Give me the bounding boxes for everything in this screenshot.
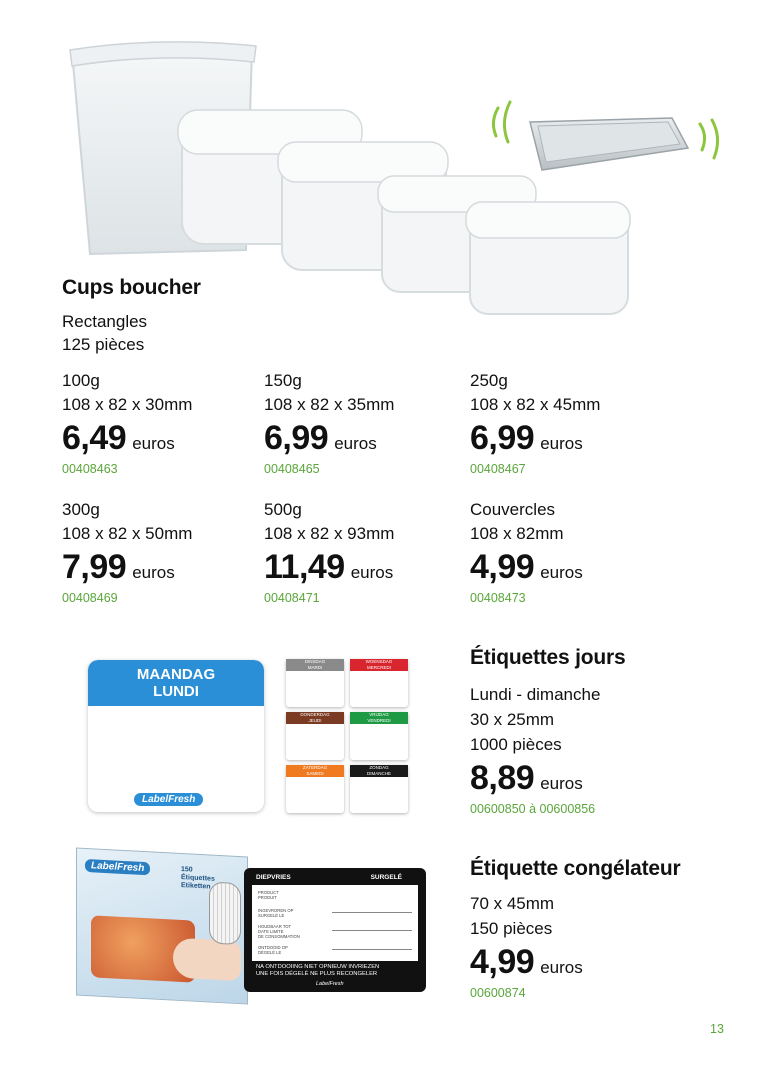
mini-label-nl: WOENSDAG xyxy=(365,659,393,664)
product-300g xyxy=(62,498,192,605)
product-code: 00408469 xyxy=(62,591,118,605)
mini-label-fr: MERCREDI xyxy=(366,665,391,670)
product-weight: 150g xyxy=(264,371,302,390)
product-weight: 100g xyxy=(62,371,100,390)
label-row-product xyxy=(258,890,279,900)
label-row-text: HOUDBAAR TOT xyxy=(258,924,292,929)
product-code: 00408463 xyxy=(62,462,118,476)
price-unit: euros xyxy=(540,774,583,793)
label-roll-image xyxy=(209,881,241,945)
price-unit: euros xyxy=(540,563,583,582)
mini-label-sunday xyxy=(350,765,408,813)
mini-label-fr: MARDI xyxy=(307,665,323,670)
day-labels-price: 8,89 xyxy=(470,759,535,797)
day-label-fr: LUNDI xyxy=(153,683,199,700)
day-labels-count: 1000 pièces xyxy=(470,735,562,754)
product-price: 11,49 xyxy=(264,548,345,586)
label-row-text: DATE LIMITE xyxy=(258,929,284,934)
label-row-text: SURGELÉ LE xyxy=(258,913,285,918)
product-size: 108 x 82 x 35mm xyxy=(264,395,395,414)
freezer-label-brand: LabelFresh xyxy=(316,981,344,987)
day-labels-size: 30 x 25mm xyxy=(470,710,555,729)
day-labels-mini-grid xyxy=(286,659,410,813)
label-row-thawed xyxy=(258,945,288,955)
freezer-label-warning xyxy=(256,964,379,978)
label-row-expiry xyxy=(258,924,300,939)
product-100g xyxy=(62,369,192,476)
mini-label-wednesday xyxy=(350,659,408,707)
day-labels-range: Lundi - dimanche xyxy=(470,685,601,704)
mini-label-fr: DIMANCHE xyxy=(366,771,391,776)
price-unit: euros xyxy=(350,563,394,582)
mini-label-nl: VRIJDAG xyxy=(369,712,389,717)
mini-label-saturday xyxy=(286,765,344,813)
product-price: 7,99 xyxy=(62,548,127,586)
price-unit: euros xyxy=(334,434,377,453)
day-label-big xyxy=(88,660,264,812)
product-size: 108 x 82mm xyxy=(470,524,564,543)
mini-label-nl: DINSDAG xyxy=(304,659,326,664)
label-row-text: INGEVROREN OP xyxy=(258,908,294,913)
freezer-label-nl: DIEPVRIES xyxy=(256,874,291,881)
warning-fr: UNE FOIS DÉGELÉ NE PLUS RECONGELER xyxy=(256,971,378,977)
product-price: 6,99 xyxy=(264,419,329,457)
day-labels-code: 00600850 à 00600856 xyxy=(470,802,596,816)
freezer-label-box xyxy=(76,847,248,1004)
product-size: 108 x 82 x 50mm xyxy=(62,524,193,543)
cups-title: Cups boucher xyxy=(62,276,201,299)
mini-label-friday xyxy=(350,712,408,760)
price-unit: euros xyxy=(540,958,583,977)
product-price: 6,99 xyxy=(470,419,535,457)
label-row-text: DE CONSOMMATION xyxy=(258,934,300,939)
product-code: 00408473 xyxy=(470,591,526,605)
product-code: 00408467 xyxy=(470,462,526,476)
freezer-details xyxy=(470,891,583,1000)
cups-subtitle-1: Rectangles xyxy=(62,312,148,331)
label-row-text: ONTDOOID OP xyxy=(258,945,288,950)
mini-label-thursday xyxy=(286,712,344,760)
product-500g xyxy=(264,498,394,605)
product-code: 00408471 xyxy=(264,591,320,605)
day-labels-title: Étiquettes jours xyxy=(470,646,626,669)
freezer-label-body xyxy=(252,885,418,961)
freezer-title: Étiquette congélateur xyxy=(470,857,681,880)
label-row-text: DÉGELÉ LE xyxy=(258,950,282,955)
product-size: 108 x 82 x 45mm xyxy=(470,395,601,414)
lid xyxy=(530,118,688,170)
container-5 xyxy=(466,202,630,314)
price-unit: euros xyxy=(540,434,583,453)
product-price: 6,49 xyxy=(62,419,127,457)
mini-label-nl: ZONDAG xyxy=(369,765,389,770)
mini-label-tuesday xyxy=(286,659,344,707)
day-labels-details xyxy=(470,682,600,816)
freezer-label xyxy=(244,868,426,992)
freezer-size: 70 x 45mm xyxy=(470,894,555,913)
freezer-label-fr: SURGELÉ xyxy=(370,874,402,881)
box-caption-fr: Étiquettes xyxy=(181,873,215,883)
mini-label-fr: VENDREDI xyxy=(367,718,391,723)
freezer-price: 4,99 xyxy=(470,943,535,981)
product-250g xyxy=(470,369,600,476)
mini-label-nl: DONDERDAG xyxy=(300,712,330,717)
page-number: 13 xyxy=(710,1022,724,1036)
product-size: 108 x 82 x 93mm xyxy=(264,524,395,543)
product-weight: 250g xyxy=(470,371,508,390)
label-row-frozen xyxy=(258,908,293,918)
product-code: 00408465 xyxy=(264,462,320,476)
product-weight: 300g xyxy=(62,500,100,519)
box-brand-logo: LabelFresh xyxy=(85,859,150,875)
mini-label-nl: ZATERDAG xyxy=(302,765,328,770)
product-lids xyxy=(470,498,583,605)
label-row-text: PRODUCT xyxy=(258,890,279,895)
warning-nl: NA ONTDOOIING NIET OPNIEUW INVRIEZEN xyxy=(256,964,380,970)
box-caption-nl: Etiketten xyxy=(181,881,211,891)
price-unit: euros xyxy=(132,563,175,582)
cups-subtitle-2: 125 pièces xyxy=(62,335,145,354)
mini-label-fr: SAMEDI xyxy=(306,771,324,776)
product-weight: Couvercles xyxy=(470,500,556,519)
box-count: 150 xyxy=(181,865,193,874)
product-size: 108 x 82 x 30mm xyxy=(62,395,193,414)
price-unit: euros xyxy=(132,434,175,453)
product-price: 4,99 xyxy=(470,548,535,586)
brand-logo: LabelFresh xyxy=(134,793,203,806)
mini-label-fr: JEUDI xyxy=(308,718,322,723)
product-150g xyxy=(264,369,394,476)
day-label-nl: MAANDAG xyxy=(136,666,216,683)
freezer-count: 150 pièces xyxy=(470,919,553,938)
label-row-text: PRODUIT xyxy=(258,895,277,900)
product-weight: 500g xyxy=(264,500,302,519)
freezer-code: 00600874 xyxy=(470,986,526,1000)
